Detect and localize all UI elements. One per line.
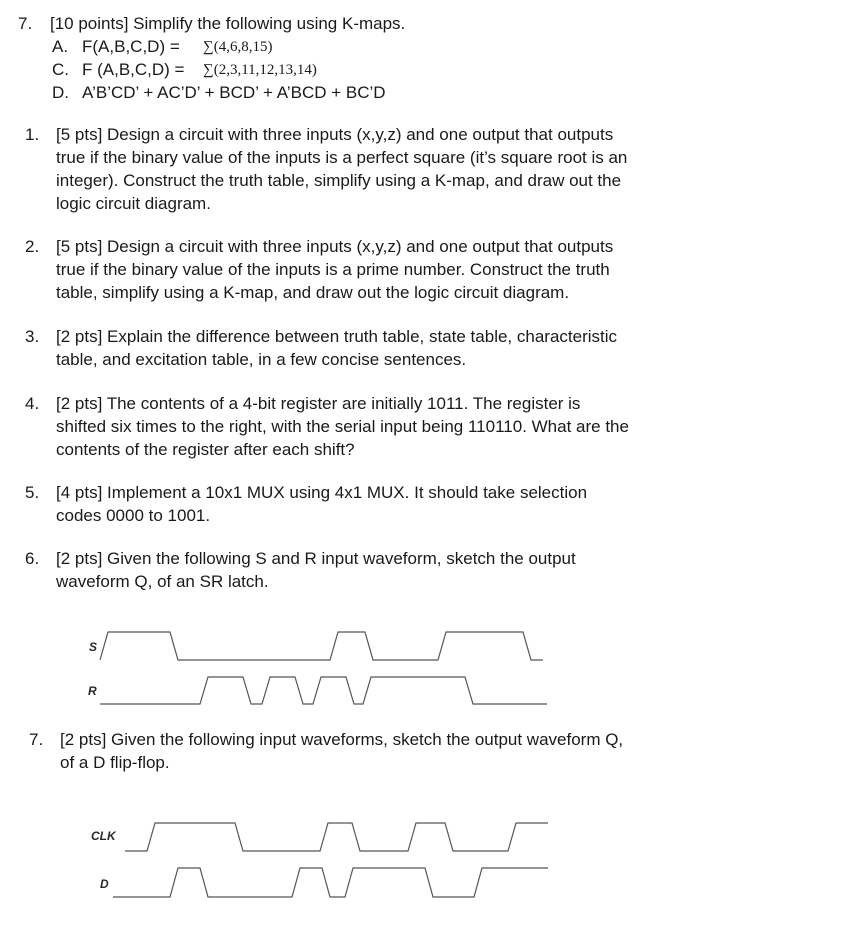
question-line: of a D flip-flop.	[60, 753, 170, 772]
kmap-item-function: F (A,B,C,D) =	[82, 60, 185, 79]
question-number: 1.	[25, 125, 40, 144]
clk-waveform	[125, 823, 548, 851]
question-line: waveform Q, of an SR latch.	[56, 572, 269, 591]
question-number: 6.	[25, 549, 40, 568]
question-number: 4.	[25, 394, 40, 413]
question-line: true if the binary value of the inputs is a prime number. Construct the truth	[56, 260, 610, 279]
kmap-item-label: C.	[52, 60, 69, 79]
main-question-number: 7.	[18, 14, 33, 33]
question-line: [2 pts] The contents of a 4-bit register are initially 1011. The register is	[56, 394, 581, 413]
d-waveform	[113, 868, 548, 897]
question-line: integer). Construct the truth table, simplify using a K-map, and draw out the	[56, 171, 622, 190]
question-line: shifted six times to the right, with the serial input being 110110. What are the	[56, 417, 629, 436]
kmap-item-minterms: ∑(4,6,8,15)	[203, 39, 273, 55]
kmap-item-function: A’B’CD’ + AC’D’ + BCD’ + A’BCD + BC’D	[82, 83, 386, 102]
kmap-item-label: D.	[52, 83, 69, 102]
question-line: table, and excitation table, in a few concise sentences.	[56, 350, 467, 369]
s-signal-label: S	[89, 640, 98, 654]
r-signal-label: R	[88, 684, 97, 698]
question-line: codes 0000 to 1001.	[56, 506, 211, 525]
question-number: 2.	[25, 237, 40, 256]
question-line: logic circuit diagram.	[56, 194, 211, 213]
d-signal-label: D	[100, 877, 109, 891]
kmap-item-minterms: ∑(2,3,11,12,13,14)	[203, 62, 317, 78]
question-line: [2 pts] Given the following input waveforms, sketch the output waveform Q,	[60, 730, 624, 749]
kmap-item-label: A.	[52, 37, 69, 56]
question-line: contents of the register after each shift?	[56, 440, 355, 459]
question-line: [2 pts] Given the following S and R input waveform, sketch the output	[56, 549, 576, 568]
kmap-item-function: F(A,B,C,D) =	[82, 37, 180, 56]
clk-signal-label: CLK	[91, 829, 116, 843]
question-line: [5 pts] Design a circuit with three inputs (x,y,z) and one output that outputs	[56, 237, 614, 256]
question-line: [2 pts] Explain the difference between truth table, state table, characteristic	[56, 327, 618, 346]
main-question-text: [10 points] Simplify the following using K-maps.	[50, 14, 406, 33]
question-number: 7.	[29, 730, 44, 749]
question-number: 3.	[25, 327, 40, 346]
question-line: true if the binary value of the inputs is a perfect square (it’s square root is an	[56, 148, 628, 167]
question-line: table, simplify using a K-map, and draw out the logic circuit diagram.	[56, 283, 570, 302]
question-line: [5 pts] Design a circuit with three inputs (x,y,z) and one output that outputs	[56, 125, 614, 144]
question-number: 5.	[25, 483, 40, 502]
question-line: [4 pts] Implement a 10x1 MUX using 4x1 MUX. It should take selection	[56, 483, 588, 502]
